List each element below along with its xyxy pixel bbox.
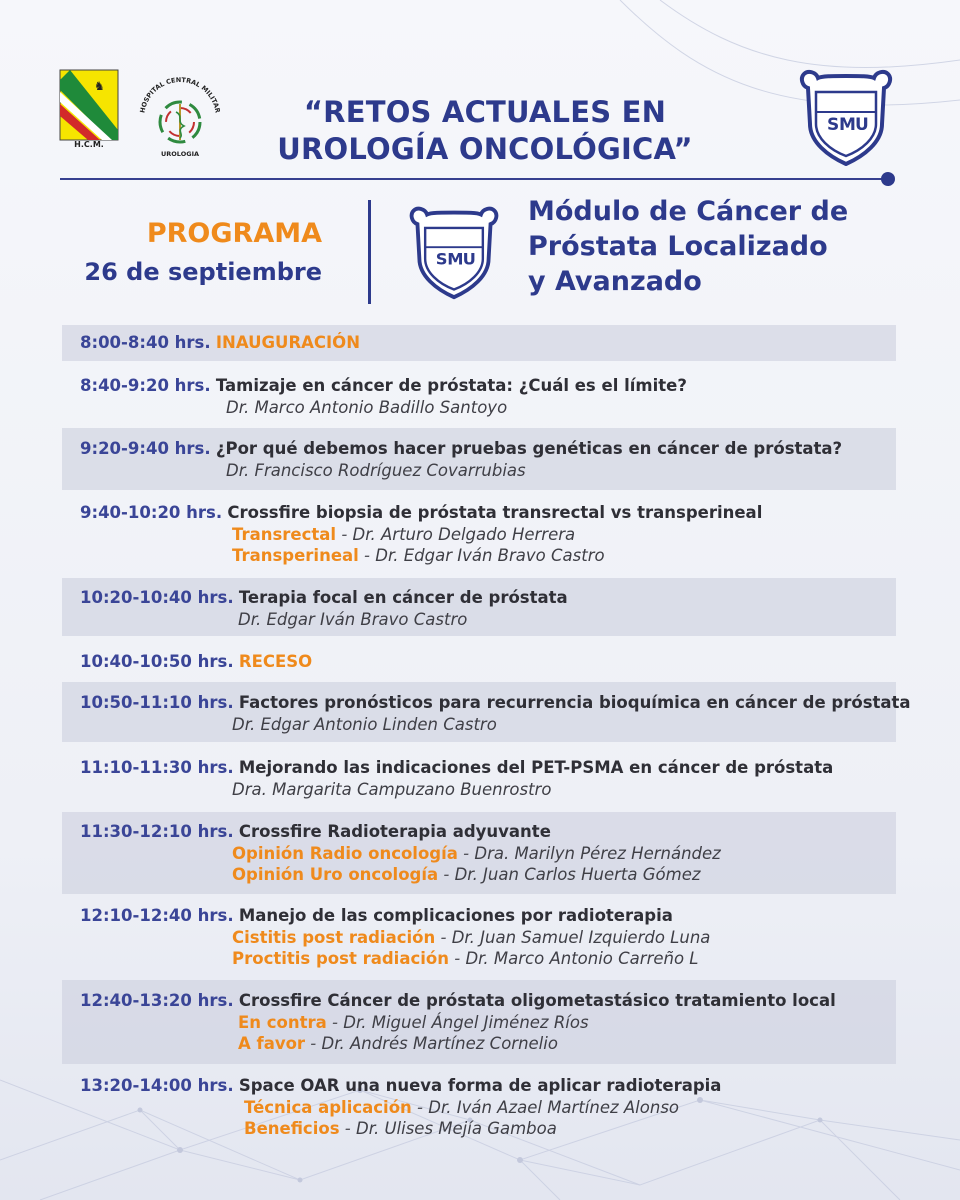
agenda-time: 11:30-12:10 hrs. [80,822,234,841]
module-title-line-1: Módulo de Cáncer de [528,196,849,227]
agenda-sub-item [232,545,605,567]
title-line-2: UROLOGÍA ONCOLÓGICA” [277,132,693,166]
sub-label: En contra [238,1013,327,1032]
module-title [528,194,928,299]
smu-shield-logo-small [404,204,504,300]
agenda-speaker: Dr. Edgar Antonio Linden Castro [232,715,497,734]
sub-speaker: Dra. Marilyn Pérez Hernández [474,844,721,863]
agenda-time: 10:20-10:40 hrs. [80,588,234,607]
smu-letter-u: U [855,115,869,135]
sub-label: Opinión Uro oncología [232,865,439,884]
smu-letter-m: M [447,249,464,269]
smu-letter-m: M [839,115,856,135]
separator: - [358,546,376,565]
sub-speaker: Dr. Arturo Delgado Herrera [352,525,576,544]
agenda-sub-item [238,1033,558,1055]
agenda-topic: Tamizaje en cáncer de próstata: ¿Cuál es el límite? [215,376,687,395]
separator: - [435,928,452,947]
agenda-time: 8:40-9:20 hrs. [80,376,211,395]
agenda-sub-item [232,948,699,970]
sub-speaker: Dr. Juan Carlos Huerta Gómez [454,865,701,884]
divider-dot [881,172,895,186]
separator: - [411,1098,429,1117]
hospital-urologia-logo [130,70,230,160]
agenda-time: 11:10-11:30 hrs. [80,758,234,777]
hcm-logo-label: H.C.M. [74,140,104,149]
agenda-topic: Terapia focal en cáncer de próstata [238,588,568,607]
sub-label: Opinión Radio oncología [232,844,458,863]
agenda-topic: ¿Por qué debemos hacer pruebas genéticas en cáncer de próstata? [215,439,843,458]
agenda-speaker: Dr. Marco Antonio Badillo Santoyo [226,398,508,417]
sub-speaker: Dr. Edgar Iván Bravo Castro [375,546,605,565]
agenda-row [62,896,896,978]
module-title-line-2: Próstata Localizado [528,231,828,262]
agenda-sub-item [232,843,721,865]
agenda-sub-item [232,927,710,949]
smu-letter-u: U [462,249,476,269]
agenda-row [62,428,896,490]
agenda-topic: Mejorando las indicaciones del PET-PSMA en cáncer de próstata [238,758,834,777]
agenda-time: 8:00-8:40 hrs. [80,333,211,352]
sub-speaker: Dr. Andrés Martínez Cornelio [321,1034,558,1053]
agenda-time: 9:40-10:20 hrs. [80,503,223,522]
sub-speaker: Dr. Marco Antonio Carreño L [465,949,699,968]
programa-label: PROGRAMA [146,218,322,249]
agenda-time: 10:50-11:10 hrs. [80,693,234,712]
agenda-row [62,578,896,636]
agenda-highlight: RECESO [238,652,313,671]
agenda-row [62,1066,896,1148]
agenda-row [62,980,896,1064]
agenda-sub-item [244,1097,679,1119]
logo-arc-top-text: HOSPITAL CENTRAL MILITAR [138,75,222,114]
sub-label: Proctitis post radiación [232,949,449,968]
agenda-row [62,365,896,427]
logo-bottom-text: UROLOGIA [160,150,200,158]
agenda-row-receso [62,642,896,680]
event-title [250,94,720,168]
agenda-row [62,682,911,742]
agenda-time: 10:40-10:50 hrs. [80,652,234,671]
sub-label: Cistitis post radiación [232,928,436,947]
sub-speaker: Dr. Juan Samuel Izquierdo Luna [451,928,711,947]
sub-speaker: Dr. Ulises Mejía Gamboa [355,1119,557,1138]
sub-label: Técnica aplicación [244,1098,412,1117]
header-divider [60,178,888,180]
sub-label: Beneficios [244,1119,340,1138]
agenda-sub-item [232,524,575,546]
separator: - [336,525,353,544]
agenda-topic: Factores pronósticos para recurrencia bioquímica en cáncer de próstata [238,693,911,712]
smu-shield-logo [794,68,898,166]
separator: - [457,844,475,863]
agenda-row [62,492,896,574]
separator: - [339,1119,356,1138]
agenda-topic: Crossfire Radioterapia adyuvante [238,822,551,841]
agenda-row [62,746,896,808]
separator: - [305,1034,322,1053]
agenda-topic: Crossfire Cáncer de próstata oligometastásico tratamiento local [238,991,836,1010]
agenda-time: 13:20-14:00 hrs. [80,1076,234,1095]
agenda-row [62,812,896,894]
agenda-time: 12:40-13:20 hrs. [80,991,234,1010]
agenda-sub-item [238,1012,589,1034]
agenda-time: 9:20-9:40 hrs. [80,439,211,458]
sub-speaker: Dr. Miguel Ángel Jiménez Ríos [343,1013,589,1032]
separator: - [438,865,455,884]
agenda-time: 12:10-12:40 hrs. [80,906,234,925]
sub-label: A favor [238,1034,306,1053]
agenda-sub-item [232,864,701,886]
sub-speaker: Dr. Iván Azael Martínez Alonso [428,1098,680,1117]
sub-label: Transrectal [232,525,337,544]
separator: - [326,1013,344,1032]
smu-letter-s: S [827,115,840,135]
separator: - [449,949,466,968]
agenda-speaker: Dr. Francisco Rodríguez Covarrubias [226,461,526,480]
agenda-speaker: Dr. Edgar Iván Bravo Castro [238,610,468,629]
module-title-line-3: y Avanzado [528,266,702,297]
vertical-separator [368,200,371,304]
svg-text:♞: ♞ [94,79,105,93]
agenda-speaker: Dra. Margarita Campuzano Buenrostro [232,780,552,799]
agenda-row-inauguracion [62,325,896,361]
agenda-highlight: INAUGURACIÓN [215,333,361,352]
sub-label: Transperineal [232,546,359,565]
agenda-topic: Manejo de las complicaciones por radioterapia [238,906,673,925]
event-date: 26 de septiembre [84,258,322,286]
agenda-topic: Crossfire biopsia de próstata transrectal vs transperineal [227,503,763,522]
title-line-1: “RETOS ACTUALES EN [303,95,667,129]
agenda-topic: Space OAR una nueva forma de aplicar radioterapia [238,1076,722,1095]
agenda-sub-item [244,1118,557,1140]
smu-letter-s: S [435,249,448,269]
